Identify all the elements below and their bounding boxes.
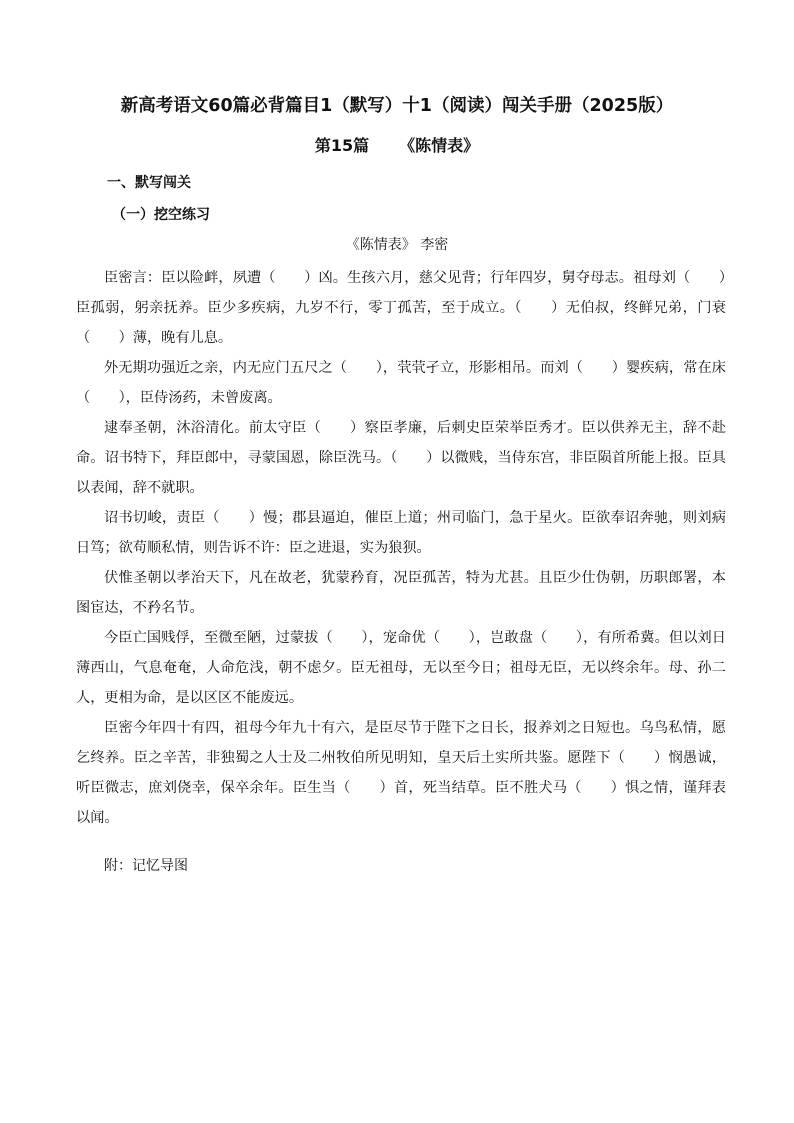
- essay-paragraph: 今臣亡国贱俘，至微至陋，过蒙拔（ ），宠命优（ ），岂敢盘（ ），有所希冀。但以刘日薄西山，气息奄奄，人命危浅，朝不虑夕。臣无祖母，无以至今日；祖母无臣，无以终余年。母、孙二人，更相为命，是以区区不能废远。: [76, 630, 726, 706]
- essay-paragraph: 臣密言：臣以险衅，夙遭（ ）凶。生孩六月，慈父见背；行年四岁，舅夺母志。祖母刘（ ）臣孤弱，躬亲抚养。臣少多疾病，九岁不行，零丁孤苦，至于成立。（ ）无伯叔，终鲜兄弟，门衰（ ）薄，晚有儿息。: [76, 270, 726, 346]
- essay-paragraph: 臣密今年四十有四，祖母今年九十有六，是臣尽节于陛下之日长，报养刘之日短也。乌鸟私情，愿乞终养。臣之辛苦，非独蜀之人士及二州牧伯所见明知，皇天后土实所共鉴。愿陛下（ ）悯愚诚，听臣微志，庶刘侥幸，保卒余年。臣生当（ ）首，死当结草。臣不胜犬马（ ）惧之情，谨拜表以闻。: [76, 720, 726, 826]
- chapter-heading: [0, 134, 794, 158]
- poem-heading: 《陈情表》 李密: [345, 237, 449, 253]
- chapter-number: 第15篇: [314, 136, 370, 155]
- essay-paragraph: 逮奉圣朝，沐浴清化。前太守臣（ ）察臣孝廉，后刺史臣荣举臣秀才。臣以供养无主，辞不赴命。诏书特下，拜臣郎中，寻蒙国恩，除臣洗马。（ ）以微贱，当侍东宫，非臣陨首所能上报。臣具以表闻，辞不就职。: [76, 420, 726, 496]
- section-heading: 一、默写闯关: [107, 175, 191, 191]
- subsection-heading: （一）挖空练习: [112, 207, 210, 223]
- essay-body: [76, 263, 726, 833]
- essay-paragraph: 伏惟圣朝以孝治天下，凡在故老，犹蒙矜育，况臣孤苦，特为尤甚。且臣少仕伪朝，历职郎署，本图宦达，不矜名节。: [76, 570, 726, 616]
- appendix-note: 附：记忆导图: [104, 858, 188, 874]
- document-title: 新高考语文60篇必背篇目1（默写）十1（阅读）闯关手册（2025版）: [120, 96, 674, 116]
- essay-paragraph: 诏书切峻，责臣（ ）慢；郡县逼迫，催臣上道；州司临门，急于星火。臣欲奉诏奔驰，则刘病日笃；欲苟顺私情，则告诉不许：臣之进退，实为狼狈。: [76, 510, 726, 556]
- essay-paragraph: 外无期功强近之亲，内无应门五尺之（ ），茕茕孑立，形影相吊。而刘（ ）婴疾病，常在床（ ），臣侍汤药，未曾废离。: [76, 360, 726, 406]
- essay-title: 《陈情表》: [399, 136, 480, 155]
